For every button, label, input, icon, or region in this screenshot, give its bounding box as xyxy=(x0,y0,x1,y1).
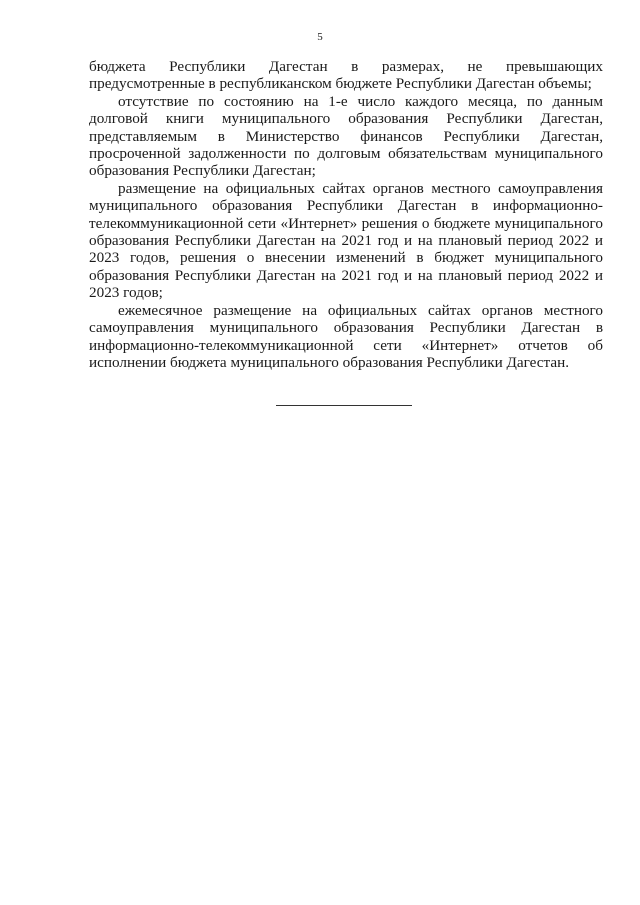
end-divider-line xyxy=(276,405,412,406)
paragraph-debt-condition: отсутствие по состоянию на 1-е число каждого месяца, по данным долговой книги муниципального образования Республики Дагестан, представляемым в Министерство финансов Республики Дагестан, просроченной задолженности по долговым обязательствам муниципального образования Республики Дагестан; xyxy=(89,92,603,180)
document-body xyxy=(89,58,603,371)
paragraph-monthly-reports: ежемесячное размещение на официальных сайтах органов местного самоуправления муниципального образования Республики Дагестан в информационно-телекоммуникационной сети «Интернет» отчетов об исполнении бюджета муниципального образования Республики Дагестан. xyxy=(89,301,603,371)
paragraph-publication-budget: размещение на официальных сайтах органов местного самоуправления муниципального образования Республики Дагестан в информационно-телекоммуникационной сети «Интернет» решения о бюджете муниципального образования Республики Дагестан на 2021 год и на плановый период 2022 и 2023 годов, решения о внесении изменений в бюджет муниципального образования Республики Дагестан на 2021 год и на плановый период 2022 и 2023 годов; xyxy=(89,179,603,302)
page-number: 5 xyxy=(317,31,323,43)
paragraph-continuation: бюджета Республики Дагестан в размерах, не превышающих предусмотренные в республиканском бюджете Республики Дагестан объемы; xyxy=(89,58,603,93)
